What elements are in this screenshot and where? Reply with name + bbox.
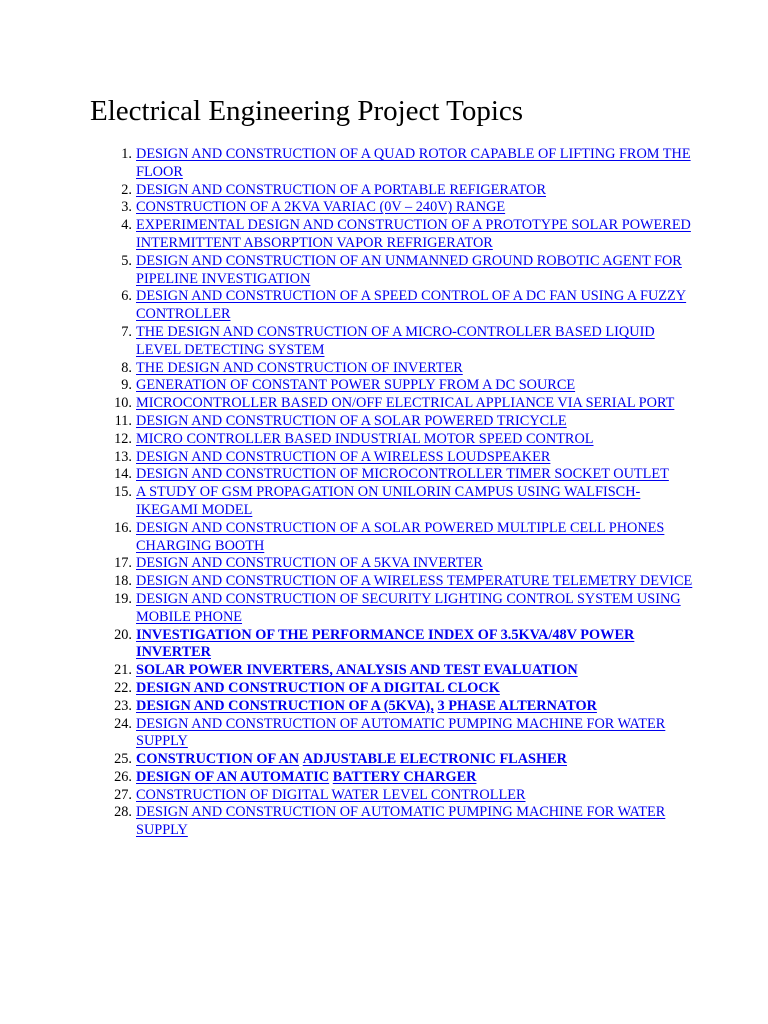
topic-link[interactable]: DESIGN AND CONSTRUCTION OF A 5KVA INVERTER: [136, 555, 483, 572]
topic-item: [0, 555, 700, 573]
topic-link[interactable]: CONSTRUCTION OF DIGITAL WATER LEVEL CONTROLLER: [136, 786, 526, 803]
topic-item: [0, 199, 700, 217]
topic-number: 19 .: [90, 591, 132, 609]
topic-link[interactable]: DESIGN AND CONSTRUCTION OF A WIRELESS LOUDSPEAKER: [136, 448, 551, 465]
topic-number: 16 .: [90, 520, 132, 538]
topic-link[interactable]: SOLAR POWER INVERTERS, ANALYSIS AND TEST EVALUATION: [136, 662, 578, 679]
page-title: Electrical Engineering Project Topics: [90, 95, 524, 127]
topic-number: 17 .: [90, 555, 132, 573]
topic-link[interactable]: DESIGN AND CONSTRUCTION OF A WIRELESS TEMPERATURE TELEMETRY DEVICE: [136, 573, 693, 590]
topic-number: 1 .: [90, 146, 132, 164]
topic-number: 12 .: [90, 431, 132, 449]
topic-link[interactable]: MICRO CONTROLLER BASED INDUSTRIAL MOTOR SPEED CONTROL: [136, 430, 594, 447]
topic-number: 27 .: [90, 787, 132, 805]
topic-number: 2 .: [90, 182, 132, 200]
topic-item: [0, 253, 700, 289]
topic-item: [0, 716, 700, 752]
topic-link[interactable]: DESIGN AND CONSTRUCTION OF AUTOMATIC PUMPING MACHINE FOR WATER SUPPLY: [136, 804, 666, 839]
topic-number: 9 .: [90, 377, 132, 395]
topic-number: 23 .: [90, 698, 132, 716]
topic-number: 25 .: [90, 751, 132, 769]
topic-link[interactable]: THE DESIGN AND CONSTRUCTION OF INVERTER: [136, 359, 463, 376]
topic-number: 3 .: [90, 199, 132, 217]
topic-item: [0, 466, 700, 484]
topic-link[interactable]: DESIGN AND CONSTRUCTION OF MICROCONTROLLER TIMER SOCKET OUTLET: [136, 466, 669, 483]
topic-item: [0, 431, 700, 449]
topic-item: [0, 377, 700, 395]
topic-number: 10 .: [90, 395, 132, 413]
topic-link[interactable]: EXPERIMENTAL DESIGN AND CONSTRUCTION OF A PROTOTYPE SOLAR POWERED INTERMITTENT ABSORPTION VAPOR REFRIGERATOR: [136, 217, 691, 251]
topic-link[interactable]: DESIGN AND CONSTRUCTION OF A PORTABLE REFIGERATOR: [136, 181, 547, 198]
topic-item: [0, 413, 700, 431]
topic-item: [0, 449, 700, 467]
topic-item: [0, 769, 700, 787]
topic-item: [0, 395, 700, 413]
topic-link[interactable]: CONSTRUCTION OF A 2KVA VARIAC (0V – 240V) RANGE: [136, 199, 506, 216]
topic-item: [0, 627, 700, 663]
topic-number: 22 .: [90, 680, 132, 698]
topic-item: [0, 146, 700, 182]
topic-item: [0, 591, 700, 627]
topic-item: [0, 324, 700, 360]
topic-link[interactable]: DESIGN AND CONSTRUCTION OF A QUAD ROTOR CAPABLE OF LIFTING FROM THE FLOOR: [136, 146, 691, 180]
topic-link[interactable]: DESIGN OF AN AUTOMATIC: [136, 768, 330, 785]
topic-item: [0, 182, 700, 200]
topic-link[interactable]: CONSTRUCTION OF AN: [136, 751, 300, 768]
topic-item: [0, 787, 700, 805]
topic-number: 28 .: [90, 804, 132, 822]
topic-list: [0, 146, 700, 840]
topic-item: [0, 698, 700, 716]
topic-number: 11 .: [90, 413, 132, 431]
topic-item: [0, 217, 700, 253]
topic-link[interactable]: MICROCONTROLLER BASED ON/OFF ELECTRICAL APPLIANCE VIA SERIAL PORT: [136, 395, 675, 412]
topic-number: 24 .: [90, 716, 132, 734]
topic-number: 14 .: [90, 466, 132, 484]
topic-link[interactable]: THE DESIGN AND CONSTRUCTION OF A MICRO-CONTROLLER BASED LIQUID LEVEL DETECTING SYSTEM: [136, 323, 655, 358]
topic-number: 18 .: [90, 573, 132, 591]
topic-item: [0, 680, 700, 698]
topic-link[interactable]: BATTERY CHARGER: [332, 768, 477, 785]
topic-number: 13 .: [90, 449, 132, 467]
topic-number: 21 .: [90, 662, 132, 680]
topic-link[interactable]: DESIGN AND CONSTRUCTION OF A SOLAR POWERED TRICYCLE: [136, 412, 567, 429]
topic-number: 26 .: [90, 769, 132, 787]
topic-link[interactable]: 3 PHASE ALTERNATOR: [437, 697, 597, 714]
topic-number: 8 .: [90, 360, 132, 378]
topic-link[interactable]: DESIGN AND CONSTRUCTION OF A (5KVA),: [136, 697, 434, 714]
topic-number: 15 .: [90, 484, 132, 502]
topic-link[interactable]: GENERATION OF CONSTANT POWER SUPPLY FROM A DC SOURCE: [136, 377, 576, 394]
topic-item: [0, 484, 700, 520]
topic-link[interactable]: A STUDY OF GSM PROPAGATION ON UNILORIN CAMPUS USING WALFISCH-IKEGAMI MODEL: [136, 484, 641, 518]
topic-number: 20 .: [90, 627, 132, 645]
topic-number: 6 .: [90, 288, 132, 306]
topic-link[interactable]: DESIGN AND CONSTRUCTION OF A SPEED CONTROL OF A DC FAN USING A FUZZY CONTROLLER: [136, 288, 687, 323]
topic-item: [0, 751, 700, 769]
topic-link[interactable]: DESIGN AND CONSTRUCTION OF AUTOMATIC PUMPING MACHINE FOR WATER SUPPLY: [136, 715, 666, 750]
topic-item: [0, 288, 700, 324]
topic-link[interactable]: INVESTIGATION OF THE PERFORMANCE INDEX OF 3.5KVA/48V POWER INVERTER: [136, 626, 635, 661]
topic-item: [0, 662, 700, 680]
topic-number: 5 .: [90, 253, 132, 271]
topic-item: [0, 360, 700, 378]
topic-number: 4 .: [90, 217, 132, 235]
topic-link[interactable]: DESIGN AND CONSTRUCTION OF AN UNMANNED GROUND ROBOTIC AGENT FOR PIPELINE INVESTIGATION: [136, 252, 682, 287]
topic-item: [0, 573, 700, 591]
topic-link[interactable]: DESIGN AND CONSTRUCTION OF SECURITY LIGHTING CONTROL SYSTEM USING MOBILE PHONE: [136, 590, 681, 625]
topic-link[interactable]: DESIGN AND CONSTRUCTION OF A SOLAR POWERED MULTIPLE CELL PHONES CHARGING BOOTH: [136, 519, 665, 554]
topic-number: 7 .: [90, 324, 132, 342]
topic-link[interactable]: ADJUSTABLE ELECTRONIC FLASHER: [302, 751, 567, 768]
topic-item: [0, 804, 700, 840]
topic-link[interactable]: DESIGN AND CONSTRUCTION OF A DIGITAL CLOCK: [136, 679, 500, 696]
topic-item: [0, 520, 700, 556]
